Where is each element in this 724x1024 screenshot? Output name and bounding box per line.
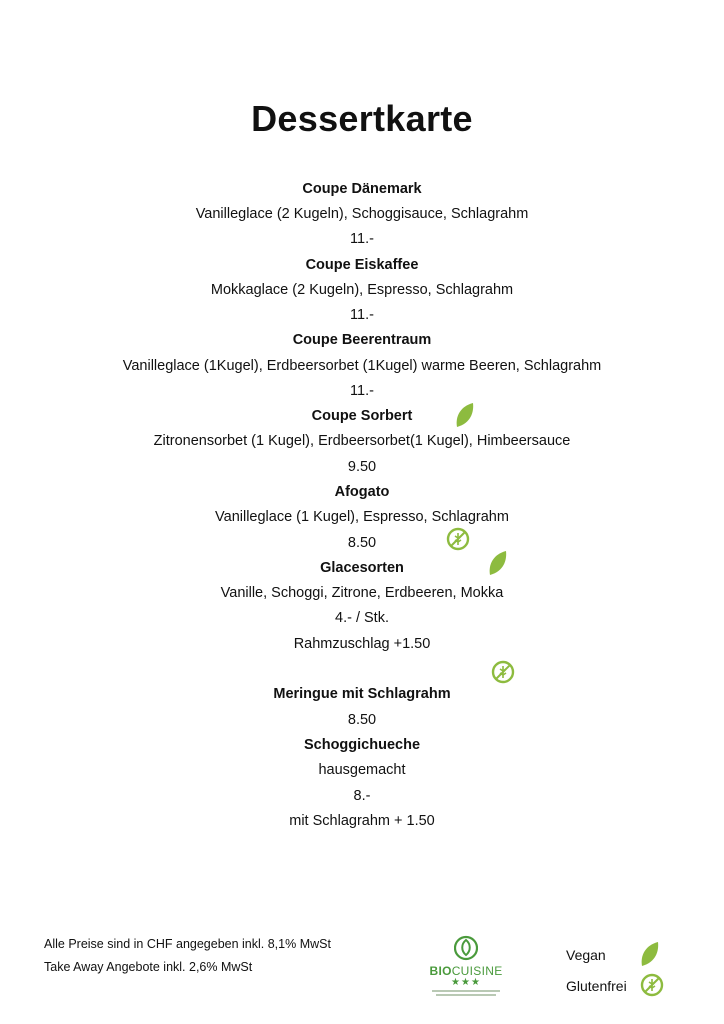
item-name: Coupe Beerentraum (292, 332, 432, 348)
item-description: Vanilleglace (1 Kugel), Espresso, Schlagrahm (215, 509, 509, 525)
biocuisine-logo (426, 934, 506, 1002)
item-description: Mokkaglace (2 Kugeln), Espresso, Schlagrahm (210, 282, 514, 298)
logo-name (426, 964, 506, 978)
item-name: Coupe Sorbert (311, 408, 413, 424)
item-price: 11.- (350, 383, 374, 399)
leaf-icon (455, 402, 475, 428)
item-description: Zitronensorbet (1 Kugel), Erdbeersorbet(1 Kugel), Himbeersauce (153, 433, 571, 449)
leaf-icon (488, 550, 508, 576)
item-price: 8.- (353, 788, 371, 804)
logo-name-rest: CUISINE (451, 964, 503, 978)
logo-emblem-icon (454, 934, 478, 962)
item-price: 8.50 (347, 712, 377, 728)
logo-fine-print (432, 990, 500, 992)
item-extra: mit Schlagrahm + 1.50 (289, 813, 435, 829)
item-extra: Rahmzuschlag +1.50 (293, 636, 431, 652)
logo-stars: ★★★ (451, 977, 481, 988)
item-name: Coupe Dänemark (302, 181, 422, 197)
item-name: Afogato (334, 484, 390, 500)
item-name: Meringue mit Schlagrahm (273, 686, 451, 702)
logo-fine-print (436, 994, 496, 996)
item-price: 11.- (350, 307, 374, 323)
item-price: 8.50 (347, 535, 377, 551)
item-description: Vanilleglace (2 Kugeln), Schoggisauce, Schlagrahm (195, 206, 529, 222)
item-price: 11.- (350, 231, 374, 247)
item-price: 4.- / Stk. (335, 610, 389, 626)
item-name: Coupe Eiskaffee (305, 257, 419, 273)
leaf-icon (640, 941, 660, 967)
item-name: Glacesorten (320, 560, 404, 576)
price-note: Alle Preise sind in CHF angegeben inkl. 8,1% MwSt (44, 937, 331, 951)
gluten-free-icon (446, 527, 470, 551)
item-description: hausgemacht (318, 762, 406, 778)
gluten-free-icon (491, 660, 515, 684)
page-title: Dessertkarte (251, 98, 473, 139)
item-description: Vanilleglace (1Kugel), Erdbeersorbet (1Kugel) warme Beeren, Schlagrahm (122, 358, 602, 374)
item-description: Vanille, Schoggi, Zitrone, Erdbeeren, Mokka (220, 585, 504, 601)
legend-vegan-label: Vegan (566, 947, 606, 963)
item-price: 9.50 (347, 459, 377, 475)
takeaway-note: Take Away Angebote inkl. 2,6% MwSt (44, 960, 253, 974)
item-name: Schoggichueche (303, 737, 421, 753)
logo-name-bold: BIO (429, 964, 452, 978)
gluten-free-icon (640, 973, 664, 997)
legend-glutenfrei-label: Glutenfrei (566, 978, 627, 994)
